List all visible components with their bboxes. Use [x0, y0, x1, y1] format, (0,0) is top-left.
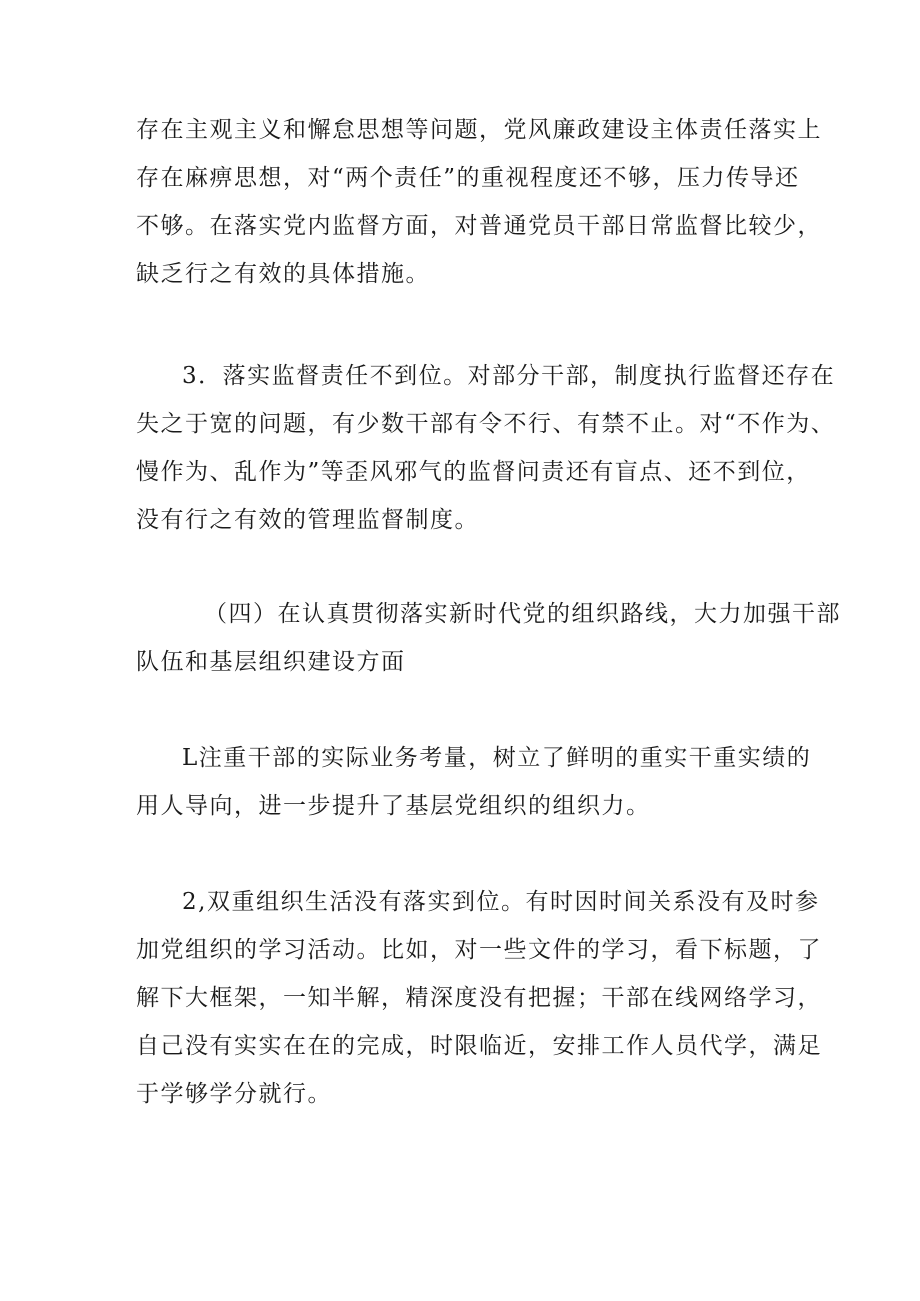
paragraph-item-2: [136, 878, 822, 1118]
text-line: L注重干部的实际业务考量，树立了鲜明的重实干重实绩的: [182, 745, 812, 771]
text-line: 存在麻痹思想，对“两个责任”的重视程度还不够，压力传导还: [136, 165, 800, 191]
text-line: 3．落实监督责任不到位。对部分干部，制度执行监督还存在: [182, 363, 836, 389]
text-line: 存在主观主义和懈怠思想等问题，党风廉政建设主体责任落实上: [136, 117, 822, 143]
text-line: 慢作为、乱作为”等歪风邪气的监督问责还有盲点、还不到位，: [136, 459, 811, 485]
heading-line: （四）在认真贯彻落实新时代党的组织路线，大力加强干部: [204, 601, 841, 627]
text-line: 没有行之有效的管理监督制度。: [136, 507, 479, 533]
paragraph-item-3: [136, 352, 836, 544]
section-heading-four: [136, 590, 841, 686]
text-line: 用人导向，进一步提升了基层党组织的组织力。: [136, 793, 651, 819]
text-line: 缺乏行之有效的具体措施。: [136, 261, 430, 287]
text-line: 失之于宽的问题，有少数干部有令不行、有禁不止。对“不作为、: [136, 411, 836, 437]
text-line: 加党组织的学习活动。比如，对一些文件的学习，看下标题，了: [136, 937, 822, 963]
text-line: 不够。在落实党内监督方面，对普通党员干部日常监督比较少，: [136, 213, 822, 239]
text-line: 解下大框架，一知半解，精深度没有把握；干部在线网络学习，: [136, 985, 822, 1011]
text-line: 自己没有实实在在的完成，时限临近，安排工作人员代学，满足: [136, 1033, 822, 1059]
text-line: 于学够学分就行。: [136, 1081, 332, 1107]
text-line: 2,双重组织生活没有落实到位。有时因时间关系没有及时参: [182, 889, 820, 915]
heading-line: 队伍和基层组织建设方面: [136, 649, 406, 675]
paragraph-continuation: [136, 106, 822, 298]
paragraph-item-1: [136, 734, 816, 830]
